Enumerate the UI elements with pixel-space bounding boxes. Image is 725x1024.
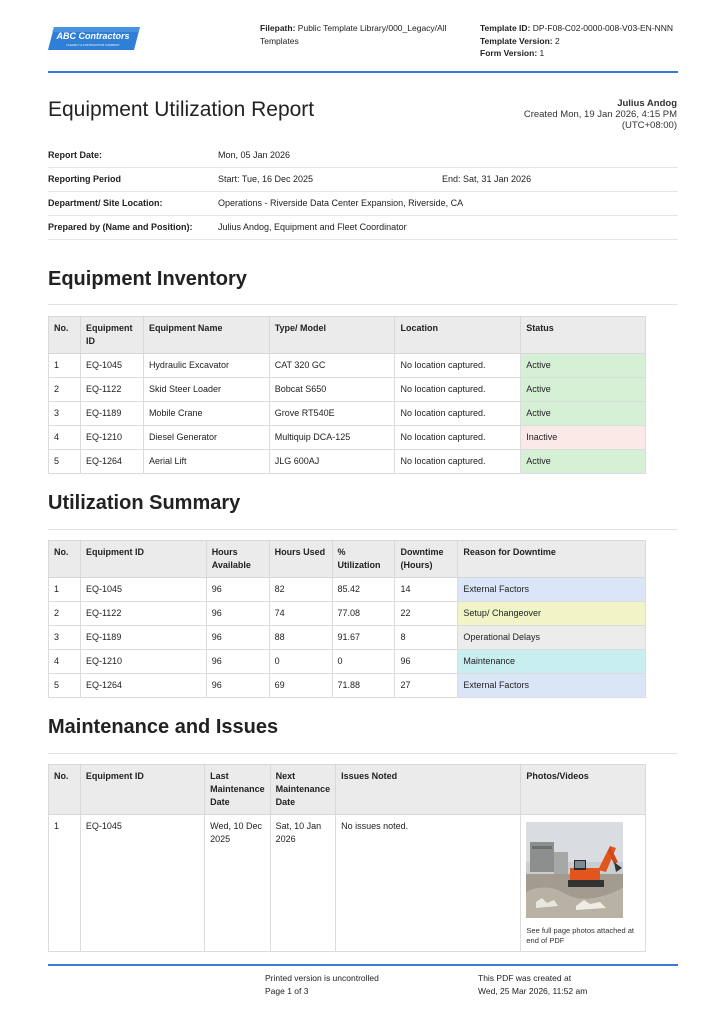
equipment-name: Hydraulic Excavator <box>143 354 269 378</box>
page-number: Page 1 of 3 <box>265 986 309 996</box>
utilization-percent: 85.42 <box>332 578 395 602</box>
row-number: 4 <box>49 650 81 674</box>
downtime-reason: External Factors <box>458 578 646 602</box>
uncontrolled-note: Printed version is uncontrolled <box>265 973 379 983</box>
footer-right <box>478 972 587 998</box>
form-version-label: Form Version: <box>480 48 538 58</box>
equipment-model: JLG 600AJ <box>269 450 395 474</box>
template-version-label: Template Version: <box>480 35 553 46</box>
downtime-reason: Maintenance <box>458 650 646 674</box>
equipment-id: EQ-1210 <box>80 650 206 674</box>
equipment-name: Diesel Generator <box>143 426 269 450</box>
utilization-table <box>48 540 646 698</box>
downtime-hours: 27 <box>395 674 458 698</box>
maintenance-equipment-id: EQ-1045 <box>80 815 204 952</box>
period-end: End: Sat, 31 Jan 2026 <box>442 174 532 184</box>
equipment-id: EQ-1122 <box>80 378 143 402</box>
table-row <box>49 602 646 626</box>
equipment-name: Aerial Lift <box>143 450 269 474</box>
downtime-hours: 14 <box>395 578 458 602</box>
row-number: 4 <box>49 426 81 450</box>
company-logo <box>48 26 140 51</box>
inventory-rows <box>49 354 646 474</box>
hours-used: 74 <box>269 602 332 626</box>
column-header: Equipment ID <box>80 765 204 815</box>
period-start: Start: Tue, 16 Dec 2025 <box>218 174 314 184</box>
reporting-period-row <box>48 168 678 192</box>
inventory-table <box>48 316 646 474</box>
inventory-section-rule <box>48 304 678 305</box>
prepared-by-label: Prepared by (Name and Position): <box>48 222 193 232</box>
footer-divider <box>48 964 678 966</box>
equipment-id: EQ-1122 <box>80 602 206 626</box>
equipment-location: No location captured. <box>395 378 521 402</box>
row-number: 1 <box>49 578 81 602</box>
table-row <box>49 650 646 674</box>
column-header: Issues Noted <box>336 765 521 815</box>
creator-block <box>524 98 677 131</box>
maintenance-section-title: Maintenance and Issues <box>48 716 279 738</box>
utilization-percent: 91.67 <box>332 626 395 650</box>
template-version-value: 2 <box>554 35 560 46</box>
filepath-value: Public Template Library/000_Legacy/All Templates <box>260 23 447 46</box>
template-info-block <box>480 22 680 60</box>
equipment-id: EQ-1264 <box>80 674 206 698</box>
equipment-location: No location captured. <box>395 402 521 426</box>
column-header: Last Maintenance Date <box>205 765 271 815</box>
equipment-name: Skid Steer Loader <box>143 378 269 402</box>
downtime-hours: 96 <box>395 650 458 674</box>
column-header: Downtime (Hours) <box>395 541 458 578</box>
filepath-label: Filepath: <box>260 23 296 33</box>
utilization-header-row <box>49 541 646 578</box>
hours-available: 96 <box>206 578 269 602</box>
table-row <box>49 674 646 698</box>
template-id-label: Template ID: <box>480 23 531 33</box>
column-header: No. <box>49 765 81 815</box>
inventory-section-title: Equipment Inventory <box>48 268 247 290</box>
report-info <box>48 144 678 240</box>
downtime-reason: External Factors <box>458 674 646 698</box>
utilization-rows <box>49 578 646 698</box>
last-maintenance-date: Wed, 10 Dec 2025 <box>205 815 271 952</box>
status-badge: Inactive <box>521 426 646 450</box>
report-date-value: Mon, 05 Jan 2026 <box>218 150 291 160</box>
downtime-hours: 8 <box>395 626 458 650</box>
downtime-reason: Operational Delays <box>458 626 646 650</box>
hours-used: 0 <box>269 650 332 674</box>
row-number: 5 <box>49 674 81 698</box>
hours-available: 96 <box>206 602 269 626</box>
status-badge: Active <box>521 450 646 474</box>
table-row <box>49 402 646 426</box>
utilization-section-rule <box>48 529 678 530</box>
equipment-id: EQ-1045 <box>80 578 206 602</box>
logo-name: ABC Contractors <box>56 31 130 41</box>
status-badge: Active <box>521 354 646 378</box>
downtime-hours: 22 <box>395 602 458 626</box>
utilization-section-title: Utilization Summary <box>48 492 241 514</box>
column-header: Hours Available <box>206 541 269 578</box>
equipment-id: EQ-1264 <box>80 450 143 474</box>
column-header: Hours Used <box>269 541 332 578</box>
equipment-id: EQ-1210 <box>80 426 143 450</box>
hours-used: 82 <box>269 578 332 602</box>
column-header: Location <box>395 317 521 354</box>
status-badge: Active <box>521 378 646 402</box>
created-date: Created Mon, 19 Jan 2026, 4:15 PM <box>523 109 677 120</box>
column-header: No. <box>49 317 81 354</box>
hours-available: 96 <box>206 650 269 674</box>
column-header: No. <box>49 541 81 578</box>
report-date-row <box>48 144 678 168</box>
table-row <box>49 450 646 474</box>
creator-name: Julius Andog <box>617 98 677 109</box>
equipment-location: No location captured. <box>395 450 521 474</box>
equipment-location: No location captured. <box>395 354 521 378</box>
site-location-label: Department/ Site Location: <box>48 198 163 208</box>
row-number: 5 <box>49 450 81 474</box>
footer-left <box>265 972 379 998</box>
excavator-photo[interactable] <box>526 822 623 918</box>
prepared-by-row <box>48 216 678 240</box>
column-header: Equipment ID <box>80 317 143 354</box>
equipment-model: CAT 320 GC <box>269 354 395 378</box>
header-divider <box>48 71 678 73</box>
site-location-row <box>48 192 678 216</box>
downtime-reason: Setup/ Changeover <box>458 602 646 626</box>
equipment-model: Multiquip DCA-125 <box>269 426 395 450</box>
hours-used: 88 <box>269 626 332 650</box>
logo-tagline: CLEARLY A CONTRACTOR COMPANY <box>66 43 120 47</box>
table-row <box>49 354 646 378</box>
inventory-header-row <box>49 317 646 354</box>
hours-used: 69 <box>269 674 332 698</box>
table-row <box>49 578 646 602</box>
status-badge: Active <box>521 402 646 426</box>
form-version-value: 1 <box>539 48 545 58</box>
hours-available: 96 <box>206 674 269 698</box>
report-date-label: Report Date: <box>48 150 103 160</box>
hours-available: 96 <box>206 626 269 650</box>
utilization-percent: 71.88 <box>332 674 395 698</box>
reporting-period-label: Reporting Period <box>48 174 122 184</box>
maintenance-table <box>48 764 646 952</box>
table-row <box>49 378 646 402</box>
column-header: Photos/Videos <box>521 765 646 815</box>
maintenance-header-row <box>49 765 646 815</box>
maintenance-section-rule <box>48 753 678 754</box>
row-number: 2 <box>49 378 81 402</box>
row-number: 3 <box>49 626 81 650</box>
photos-cell <box>521 815 646 952</box>
column-header: Status <box>521 317 646 354</box>
row-number: 1 <box>49 354 81 378</box>
row-number: 2 <box>49 602 81 626</box>
table-row <box>49 815 646 952</box>
utilization-percent: 0 <box>332 650 395 674</box>
page-title: Equipment Utilization Report <box>48 98 315 121</box>
filepath-block <box>260 22 460 47</box>
column-header: Next Maintenance Date <box>270 765 336 815</box>
maintenance-no: 1 <box>49 815 81 952</box>
equipment-model: Bobcat S650 <box>269 378 395 402</box>
utilization-percent: 77.08 <box>332 602 395 626</box>
site-location-value: Operations - Riverside Data Center Expansion, Riverside, CA <box>218 198 464 208</box>
pdf-created-label: This PDF was created at <box>478 973 572 983</box>
pdf-created-value: Wed, 25 Mar 2026, 11:52 am <box>478 986 588 996</box>
next-maintenance-date: Sat, 10 Jan 2026 <box>270 815 336 952</box>
table-row <box>49 626 646 650</box>
photo-caption: See full page photos attached at end of PDF <box>526 926 634 945</box>
column-header: Equipment ID <box>80 541 206 578</box>
equipment-name: Mobile Crane <box>143 402 269 426</box>
equipment-id: EQ-1189 <box>80 626 206 650</box>
column-header: Type/ Model <box>269 317 395 354</box>
equipment-model: Grove RT540E <box>269 402 395 426</box>
column-header: % Utilization <box>332 541 395 578</box>
column-header: Equipment Name <box>143 317 269 354</box>
equipment-id: EQ-1045 <box>80 354 143 378</box>
equipment-id: EQ-1189 <box>80 402 143 426</box>
template-id-value: DP-F08-C02-0000-008-V03-EN-NNN <box>532 23 674 33</box>
prepared-by-value: Julius Andog, Equipment and Fleet Coordinator <box>218 222 407 232</box>
column-header: Reason for Downtime <box>458 541 646 578</box>
row-number: 3 <box>49 402 81 426</box>
table-row <box>49 426 646 450</box>
created-timezone: (UTC+08:00) <box>621 120 677 131</box>
equipment-location: No location captured. <box>395 426 521 450</box>
document-header <box>48 18 678 72</box>
issues-noted: No issues noted. <box>336 815 521 952</box>
